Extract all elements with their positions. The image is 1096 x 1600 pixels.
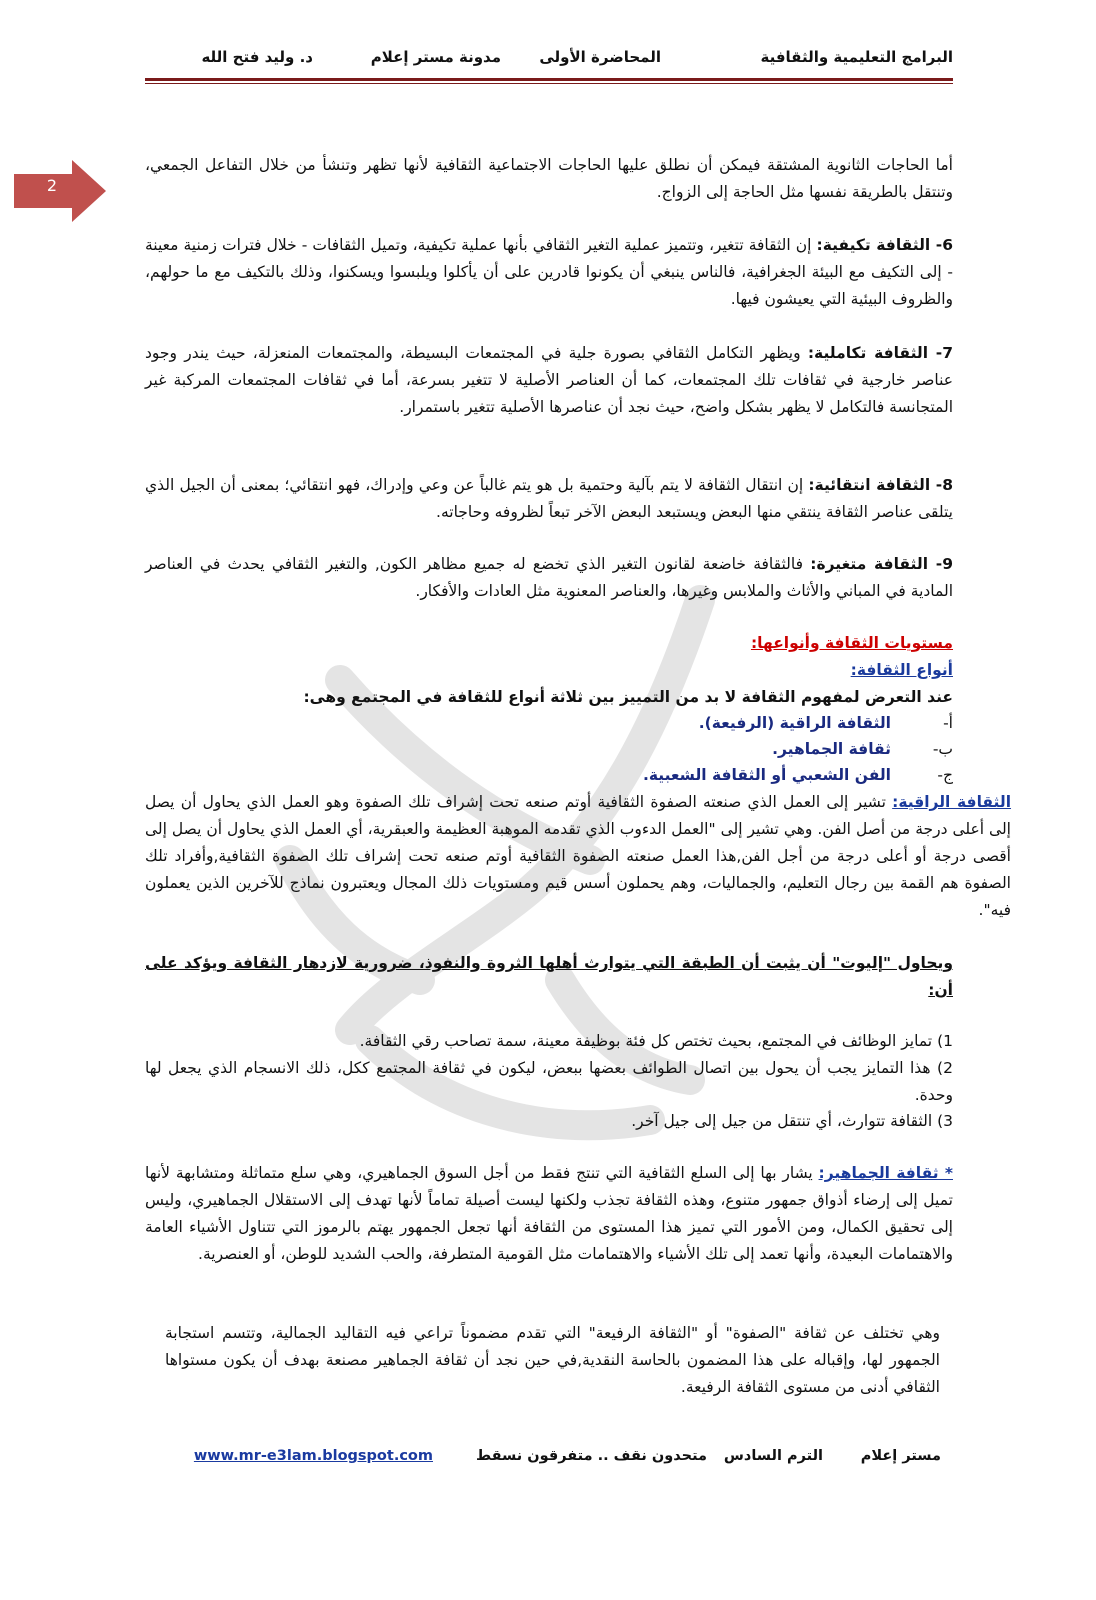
paragraph-elite-difference: وهي تختلف عن ثقافة "الصفوة" أو "الثقافة الرفيعة" التي تقدم مضموناً تراعي فيه التقاليد الجمالية، وتتسم استجابة الجمهور لها، وإقباله على هذا المضمون بالحاسة النقدية,في حين نجد أن ثقافة الجماهير مصنعة بهدف أن يكون مستواها الثقافي أدنى من مستوى الثقافة الرفيعة.: [165, 1324, 940, 1396]
header-rule-thin: [145, 83, 953, 84]
paragraph-adaptive: [145, 232, 953, 313]
page-header: [145, 44, 953, 74]
paragraph-eliot: ويحاول "إليوت" أن يثبت أن الطبقة التي يتوارث أهلها الثروة والنفوذ، ضرورية لازدهار الثقافة ويؤكد على أن:: [145, 954, 953, 999]
high-culture-heading: الثقافة الراقية:: [892, 793, 1012, 811]
header-rule-thick: [145, 78, 953, 81]
selective-heading: 8- الثقافة انتقائية:: [808, 476, 953, 494]
paragraph-integrative: [145, 340, 953, 421]
list-item-type-b: ب-ثقافة الجماهير.: [772, 740, 953, 758]
header-author: د. وليد فتح الله: [201, 48, 313, 66]
adaptive-heading: 6- الثقافة تكيفية:: [816, 236, 953, 254]
paragraph-selective: [145, 472, 953, 526]
levels-title: مستويات الثقافة وأنواعها:: [750, 634, 953, 652]
footer-blog-link[interactable]: www.mr-e3lam.blogspot.com: [193, 1448, 433, 1464]
list-item-eliot-1: 1) تمايز الوظائف في المجتمع، بحيث تختص كل فئة بوظيفة معينة، سمة تصاحب رقي الثقافة.: [359, 1032, 953, 1050]
integrative-body: ويظهر التكامل الثقافي بصورة جلية في المجتمعات البسيطة، والمجتمعات المنعزلة، حيث يندر وجود عناصر خارجية في ثقافات تلك المجتمعات، كما أن العناصر الأصلية لا تتغير بسرعة، أما في ثقافات المجتمعات المركبة غير المتجانسة فالتكامل لا يظهر بشكل واضح، حيث نجد أن عناصرها الأصلية تتغير باستمرار.: [145, 344, 953, 416]
header-blog: مدونة مستر إعلام: [370, 48, 501, 66]
mass-culture-body: يشار بها إلى السلع الثقافية التي تنتج فقط من أجل السوق الجماهيري، وهي سلع متماثلة ومتشابهة لأنها تميل إلى إرضاء أذواق جمهور متنوع، وهذه الثقافة تجذب ولكنها ليست أصيلة تماماً لأنها تهدف إلى الاستقلال الجماهيري، وليس إلى تحقيق الكمال، ومن الأمور التي تميز هذا المستوى من الثقافة أنها تجعل الجمهور يهتم بالرموز التي تتناول الأشياء العامة والاهتمامات البعيدة، وأنها تعمد إلى تلك الأشياء والاهتمامات مثل القومية المتطرفة، والحب الشديد للوطن، أو العنصرية.: [145, 1164, 953, 1263]
types-intro: عند التعرض لمفهوم الثقافة لا بد من التمييز بين ثلاثة أنواع للثقافة في المجتمع وهى:: [303, 688, 953, 706]
paragraph-mass-culture: [145, 1160, 953, 1268]
paragraph-secondary-needs: أما الحاجات الثانوية المشتقة فيمكن أن نطلق عليها الحاجات الاجتماعية الثقافية لأنها تظهر وتنشأ من خلال التفاعل الجمعي، وتنتقل بالطريقة نفسها مثل الحاجة إلى الزواج.: [145, 156, 953, 201]
types-title: أنواع الثقافة:: [850, 661, 953, 679]
changing-heading: 9- الثقافة متغيرة:: [810, 555, 953, 573]
list-item-eliot-3: 3) الثقافة تتوارث، أي تنتقل من جيل إلى جيل آخر.: [631, 1112, 953, 1130]
paragraph-changing: [145, 551, 953, 605]
page-footer: [145, 1446, 953, 1472]
header-course: البرامج التعليمية والثقافية: [760, 48, 953, 66]
footer-slogan: متحدون نقف .. متفرقون نسقط: [476, 1448, 707, 1464]
list-item-type-a: أ-الثقافة الراقية (الرفيعة).: [698, 714, 953, 732]
list-item-type-c: ج-الفن الشعبي أو الثقافة الشعبية.: [642, 766, 953, 784]
adaptive-body: إن الثقافة تتغير، وتتميز عملية التغير الثقافي بأنها عملية تكيفية، وتميل الثقافات - خلال فترات زمنية معينة - إلى التكيف مع البيئة الجغرافية، فالناس ينبغي أن يكونوا قادرين على أن يأكلوا ويلبسوا ويسكنوا، وذلك بالتكيف مع ما حولهم، والظروف البيئية التي يعيشون فيها.: [145, 236, 953, 308]
header-lecture: المحاضرة الأولى: [539, 48, 661, 66]
list-item-eliot-2: 2) هذا التمايز يجب أن يحول بين اتصال الطوائف بعضها ببعض، ليكون في ثقافة المجتمع ككل، ذلك الانسجام الذي يجعل لها وحدة.: [145, 1059, 953, 1104]
selective-body: إن انتقال الثقافة لا يتم بآلية وحتمية بل هو يتم غالباً عن وعي وإدراك، فهو انتقائي؛ بمعنى أن الجيل الذي يتلقى عناصر الثقافة ينتقي منها البعض ويستبعد البعض الآخر تبعاً لظروفه وحاجاته.: [145, 476, 953, 521]
integrative-heading: 7- الثقافة تكاملية:: [807, 344, 953, 362]
high-culture-body: تشير إلى العمل الذي صنعته الصفوة الثقافية أوتم صنعه تحت إشراف تلك الصفوة وهو العمل الذي يحاول أن يصل إلى أعلى درجة من أصل الفن. وهي تشير إلى "العمل الدءوب الذي تقدمه الموهبة العظيمة والعبقرية، أي العمل الذي يحاول أن يصل إلى أقصى درجة أو أعلى درجة من أجل الفن,هذا العمل صنعته الصفوة الثقافية أوتم صنعه تحت إشراف تلك الصفوة الثقافية,وأفراد تلك الصفوة هم القمة بين رجال التعليم، والجماليات، وهم يحملون أسس قيم ومستويات ذلك المجال ويعتبرون نماذج للآخرين الذين يعملون فيه".: [145, 793, 1011, 919]
footer-brand: مستر إعلام: [860, 1448, 941, 1464]
changing-body: فالثقافة خاضعة لقانون التغير الذي تخضع له جميع مظاهر الكون, والتغير الثقافي يحدث في العناصر المادية في المباني والأثاث والملابس وغيرها، والعناصر المعنوية مثل العادات والأفكار.: [145, 555, 953, 600]
paragraph-high-culture: [145, 789, 1011, 924]
footer-term: الترم السادس: [723, 1448, 823, 1464]
page-number: 2: [46, 176, 58, 195]
mass-culture-heading: * ثقافة الجماهير:: [818, 1164, 953, 1182]
